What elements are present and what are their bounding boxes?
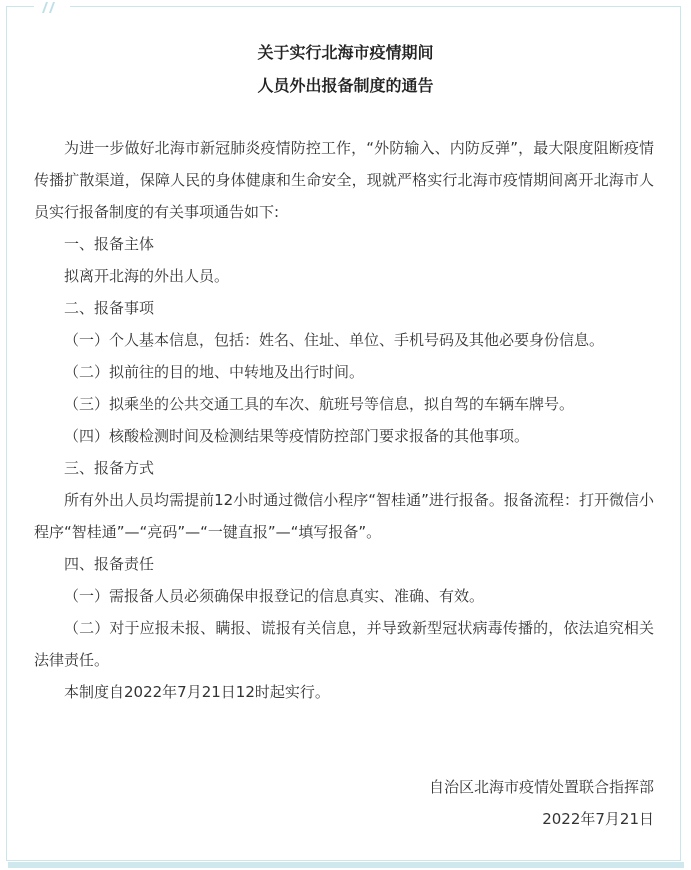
paragraph: （三）拟乘坐的公共交通工具的车次、航班号等信息，拟自驾的车辆车牌号。 xyxy=(64,395,575,413)
paragraph: （四）核酸检测时间及检测结果等疫情防控部门要求报备的其他事项。 xyxy=(64,427,530,445)
issue-date: 2022年7月21日 xyxy=(542,810,654,828)
notice-title-line-2: 人员外出报备制度的通告 xyxy=(257,76,434,95)
section-heading: 一、报备主体 xyxy=(64,235,155,253)
paragraph: 拟离开北海的外出人员。 xyxy=(64,267,230,285)
paragraph: （二）拟前往的目的地、中转地及出行时间。 xyxy=(64,363,365,381)
paragraph: （二）对于应报未报、瞒报、谎报有关信息，并导致新型冠状病毒传播的，依法追究相关法律责任。 xyxy=(34,619,654,669)
section-heading: 三、报备方式 xyxy=(64,459,155,477)
issuer: 自治区北海市疫情处置联合指挥部 xyxy=(428,778,654,796)
section-heading: 二、报备事项 xyxy=(64,299,155,317)
frame-decoration xyxy=(34,2,70,12)
slash-decoration-icon xyxy=(49,2,55,13)
frame-shadow xyxy=(8,862,684,868)
slash-decoration-icon xyxy=(42,2,48,13)
notice-title-line-1: 关于实行北海市疫情期间 xyxy=(257,43,434,62)
paragraph: 本制度自2022年7月21日12时起实行。 xyxy=(64,683,330,701)
notice-body xyxy=(34,132,654,708)
paragraph: （一）需报备人员必须确保申报登记的信息真实、准确、有效。 xyxy=(64,587,485,605)
section-heading: 四、报备责任 xyxy=(64,555,155,573)
paragraph-intro: 为进一步做好北海市新冠肺炎疫情防控工作，“外防输入、内防反弹”，最大限度阻断疫情传播扩散渠道，保障人民的身体健康和生命安全，现就严格实行北海市疫情期间离开北海市人员实行报备制度的有关事项通告如下: xyxy=(34,139,654,221)
paragraph: （一）个人基本信息，包括：姓名、住址、单位、手机号码及其他必要身份信息。 xyxy=(64,331,605,349)
paragraph: 所有外出人员均需提前12小时通过微信小程序“智桂通”进行报备。报备流程：打开微信小程序“智桂通”—“亮码”—“一键直报”—“填写报备”。 xyxy=(34,491,654,541)
